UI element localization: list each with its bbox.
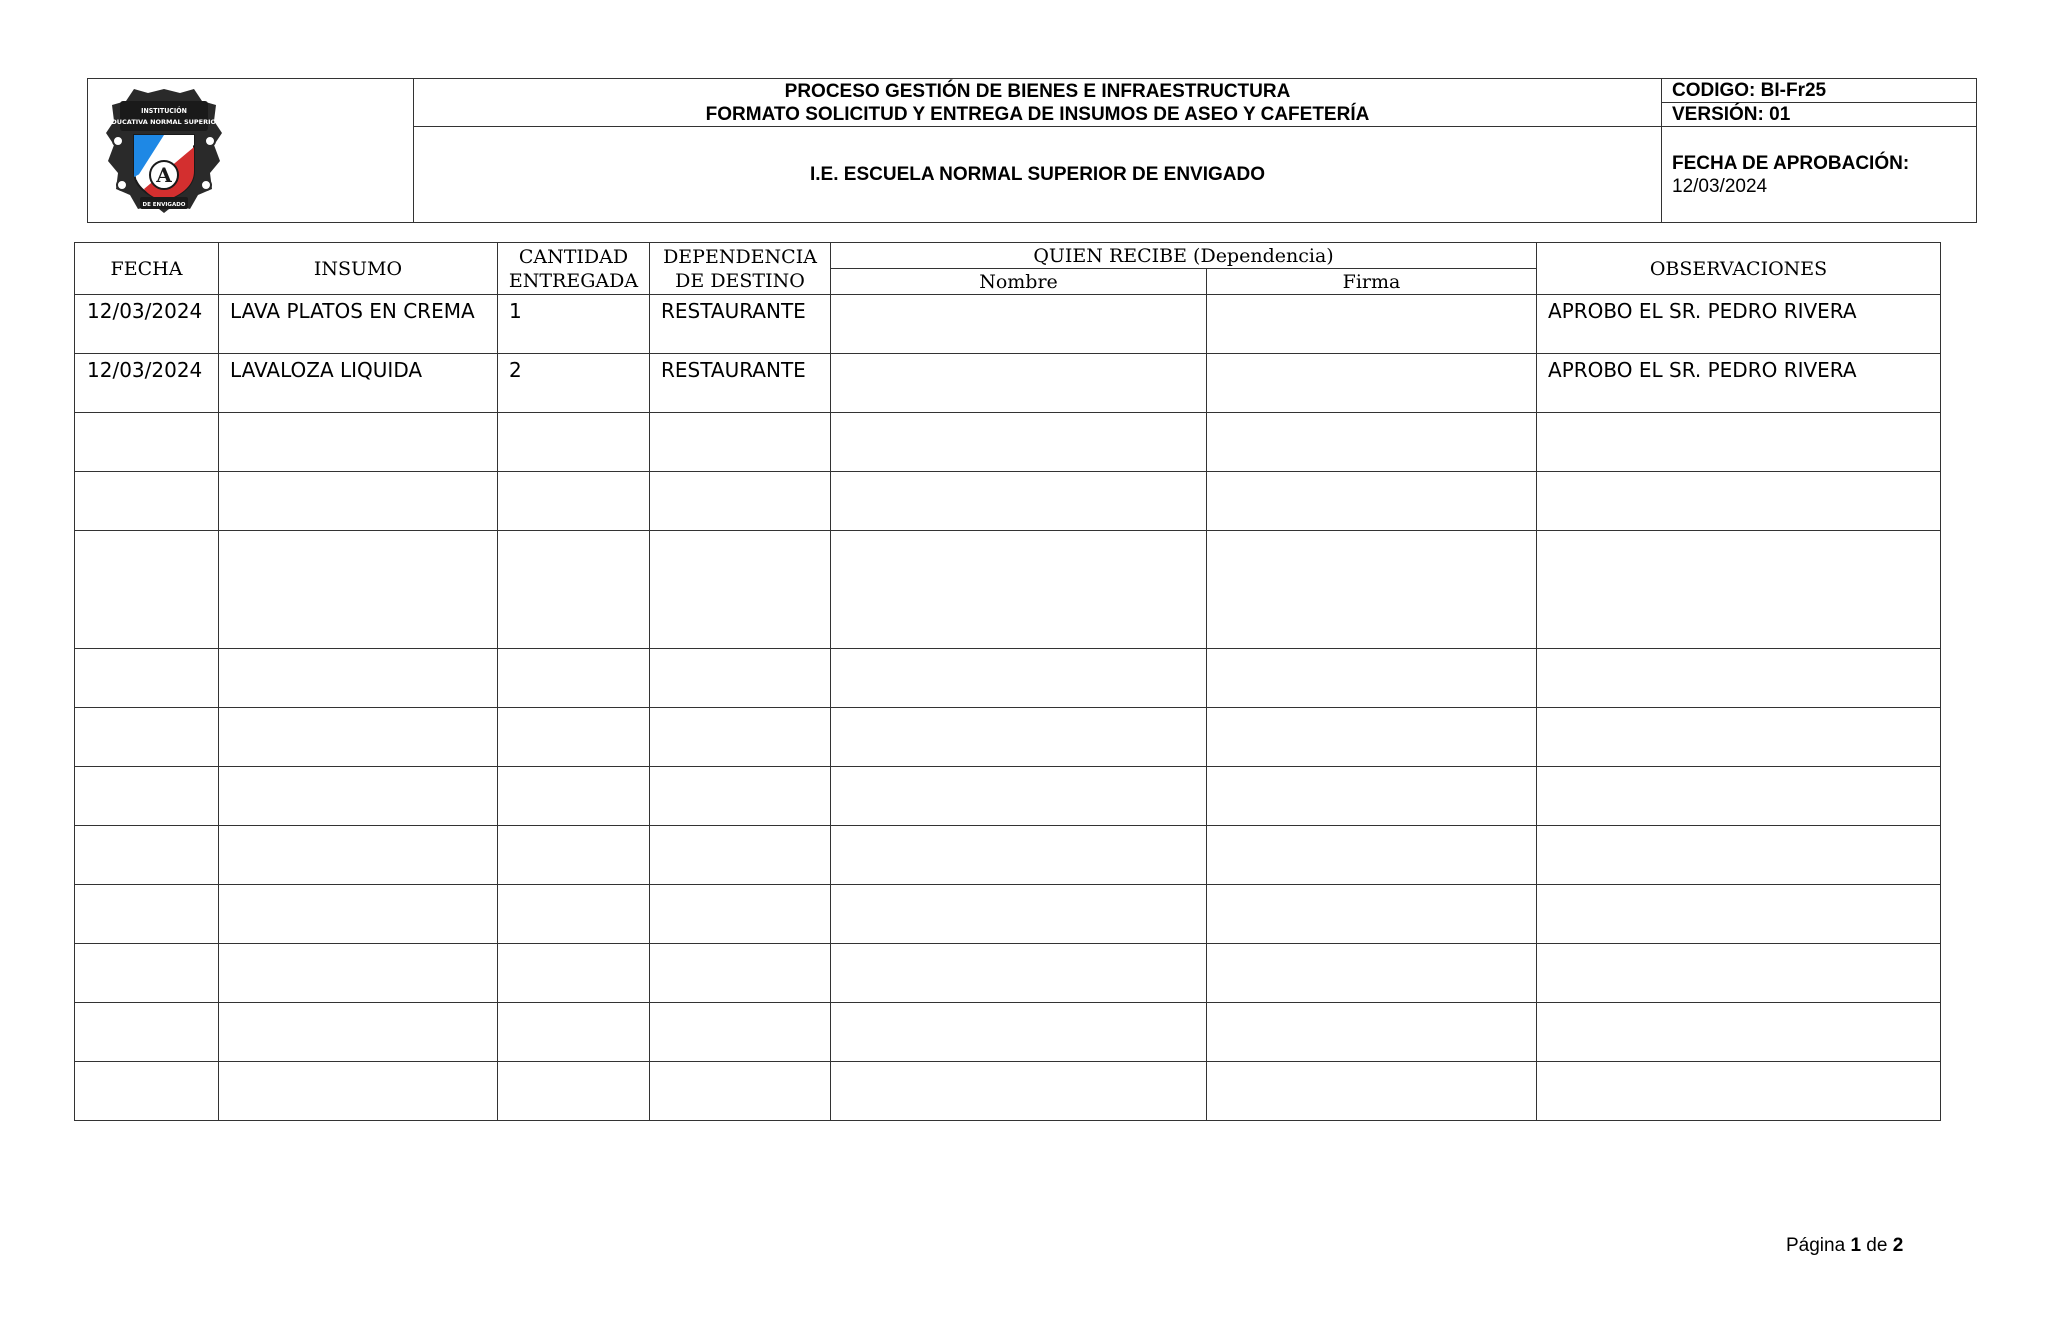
empty-cell [219,1003,498,1062]
cell-nombre [831,295,1207,354]
process-title: PROCESO GESTIÓN DE BIENES E INFRAESTRUCTURA [784,80,1291,102]
header-cantidad [498,243,650,295]
empty-cell [1537,826,1941,885]
empty-cell [831,531,1207,649]
approval-label: FECHA DE APROBACIÓN: [1672,152,1910,174]
empty-cell [498,1062,650,1121]
empty-cell [75,708,219,767]
logo-bottom-text: DE ENVIGADO [142,202,186,208]
cell-insumo: LAVALOZA LIQUIDA [219,354,498,413]
empty-cell [1537,531,1941,649]
empty-cell [75,649,219,708]
format-title: FORMATO SOLICITUD Y ENTREGA DE INSUMOS DE ASEO Y CAFETERÍA [705,103,1370,125]
empty-cell [650,413,831,472]
cell-dependencia: RESTAURANTE [650,354,831,413]
empty-cell [219,885,498,944]
logo-letter: A [156,163,172,187]
empty-cell [831,767,1207,826]
empty-cell [219,649,498,708]
empty-cell [650,826,831,885]
empty-row [75,531,1941,649]
empty-cell [1207,708,1537,767]
header-fecha: FECHA [75,243,219,295]
empty-cell [831,708,1207,767]
empty-cell [1207,826,1537,885]
empty-cell [1537,1003,1941,1062]
empty-row [75,944,1941,1003]
header-dependencia-line1: DEPENDENCIA [663,245,817,268]
empty-cell [650,472,831,531]
empty-cell [1537,944,1941,1003]
empty-cell [650,531,831,649]
empty-cell [650,885,831,944]
cell-nombre [831,354,1207,413]
empty-cell [650,708,831,767]
empty-cell [219,944,498,1003]
empty-cell [498,472,650,531]
empty-cell [498,885,650,944]
empty-cell [219,413,498,472]
empty-row [75,708,1941,767]
cell-firma [1207,295,1537,354]
empty-cell [650,767,831,826]
cell-firma [1207,354,1537,413]
empty-cell [1537,708,1941,767]
approval-date: 12/03/2024 [1672,175,1768,197]
empty-cell [219,767,498,826]
cell-fecha: 12/03/2024 [75,295,219,354]
process-title-cell [414,79,1662,127]
institution-cell [414,127,1662,223]
cell-fecha: 12/03/2024 [75,354,219,413]
page-total: 2 [1892,1235,1904,1256]
empty-cell [75,767,219,826]
table-row [75,354,1941,413]
empty-cell [1207,413,1537,472]
empty-cell [831,826,1207,885]
header-firma: Firma [1207,269,1537,295]
empty-cell [219,531,498,649]
empty-cell [831,1003,1207,1062]
header-quien-recibe: QUIEN RECIBE (Dependencia) [831,243,1537,269]
empty-cell [498,531,650,649]
cell-dependencia: RESTAURANTE [650,295,831,354]
empty-cell [831,649,1207,708]
cell-cantidad: 2 [498,354,650,413]
version-label: VERSIÓN: 01 [1672,104,1791,125]
empty-cell [498,413,650,472]
empty-cell [75,472,219,531]
empty-row [75,1003,1941,1062]
cell-cantidad: 1 [498,295,650,354]
empty-cell [831,472,1207,531]
empty-cell [498,708,650,767]
empty-row [75,649,1941,708]
empty-row [75,1062,1941,1121]
empty-cell [498,1003,650,1062]
document-header [87,78,1977,223]
empty-cell [1207,531,1537,649]
logo-top-text-1: INSTITUCIÓN [141,107,187,115]
logo-cell [88,79,414,223]
empty-cell [831,885,1207,944]
empty-cell [75,1003,219,1062]
empty-cell [75,1062,219,1121]
logo-top-text-2: EDUCATIVA NORMAL SUPERIOR [106,118,222,126]
page-sep: de [1861,1235,1893,1256]
empty-row [75,767,1941,826]
empty-cell [75,531,219,649]
code-label: CODIGO: BI-Fr25 [1662,79,1976,103]
empty-cell [1207,767,1537,826]
empty-cell [650,944,831,1003]
institution-logo [102,85,226,217]
header-dependencia [650,243,831,295]
header-insumo: INSUMO [219,243,498,295]
empty-cell [1537,413,1941,472]
empty-cell [75,413,219,472]
empty-cell [1207,649,1537,708]
page-number [1786,1235,1903,1257]
empty-cell [831,1062,1207,1121]
empty-cell [831,413,1207,472]
empty-cell [75,826,219,885]
empty-cell [1537,1062,1941,1121]
empty-cell [1537,472,1941,531]
header-cantidad-line1: CANTIDAD [518,245,629,268]
empty-cell [498,649,650,708]
empty-row [75,413,1941,472]
empty-cell [650,1062,831,1121]
empty-cell [75,885,219,944]
approval-cell [1662,127,1977,223]
header-observaciones: OBSERVACIONES [1537,243,1941,295]
empty-cell [219,1062,498,1121]
empty-cell [1207,1062,1537,1121]
table-row [75,295,1941,354]
header-cantidad-line2: ENTREGADA [508,269,639,292]
empty-cell [498,944,650,1003]
empty-cell [1537,649,1941,708]
empty-cell [219,826,498,885]
supplies-table [74,242,1941,1121]
empty-cell [1207,1003,1537,1062]
empty-cell [1207,944,1537,1003]
empty-row [75,826,1941,885]
page-current: 1 [1850,1235,1862,1256]
institution-name: I.E. ESCUELA NORMAL SUPERIOR DE ENVIGADO [810,164,1265,185]
empty-cell [498,767,650,826]
empty-cell [219,472,498,531]
header-nombre: Nombre [831,269,1207,295]
empty-cell [1537,885,1941,944]
empty-cell [1207,472,1537,531]
empty-cell [650,649,831,708]
empty-cell [1537,767,1941,826]
cell-observaciones: APROBO EL SR. PEDRO RIVERA [1537,295,1941,354]
cell-observaciones: APROBO EL SR. PEDRO RIVERA [1537,354,1941,413]
empty-cell [75,944,219,1003]
empty-cell [498,826,650,885]
empty-cell [650,1003,831,1062]
empty-cell [831,944,1207,1003]
empty-cell [219,708,498,767]
page-prefix: Página [1786,1235,1851,1256]
empty-row [75,472,1941,531]
header-dependencia-line2: DE DESTINO [675,269,805,292]
code-version-cell [1662,79,1977,127]
cell-insumo: LAVA PLATOS EN CREMA [219,295,498,354]
empty-row [75,885,1941,944]
empty-cell [1207,885,1537,944]
